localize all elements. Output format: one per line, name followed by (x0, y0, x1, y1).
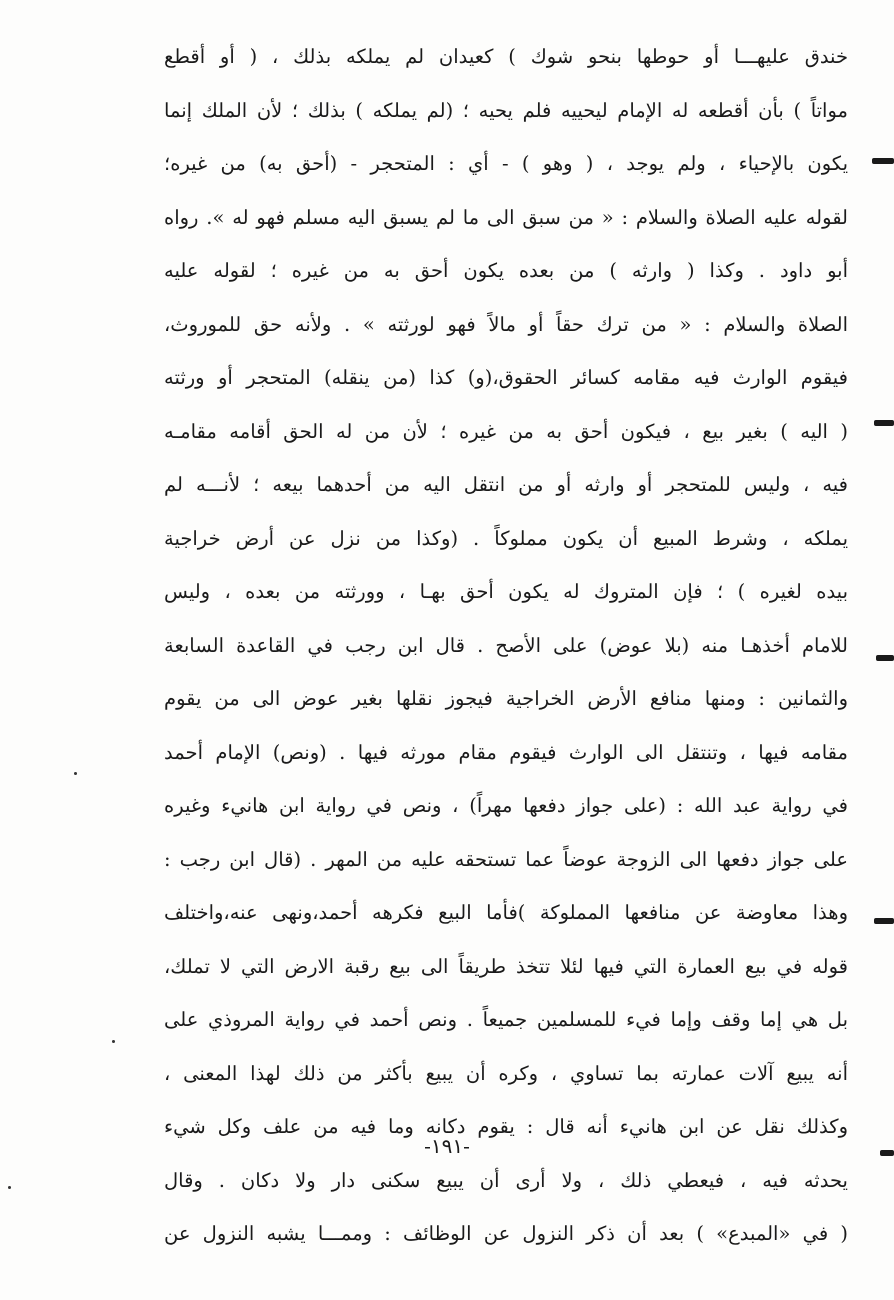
scan-edge-mark (874, 918, 894, 924)
scan-edge-mark (872, 158, 894, 164)
text-line: أنه يبيع آلات عمارته بما تساوي ، وكره أن يبيع بأكثر من ذلك لهذا المعنى ، (164, 1061, 848, 1085)
text-line: بل هي إما وقف وإما فيء للمسلمين جميعاً . ونص أحمد في رواية المروذي على (164, 1008, 848, 1031)
page-number: -١٩١- (424, 1134, 470, 1158)
scan-speck (112, 1040, 115, 1043)
text-line: للامام أخذهـا منه (بلا عوض) على الأصح . قال ابن رجب في القاعدة السابعة (164, 633, 848, 657)
text-line: يملكه ، وشرط المبيع أن يكون مملوكاً . (وكذا من نزل عن أرض خراجية (164, 526, 848, 550)
text-line: فيه ، وليس للمتحجر أو وارثه أو من انتقل اليه من أحدهما بيعه ؛ لأنـــه لم (164, 473, 848, 496)
text-line: يحدثه فيه ، فيعطي ذلك ، ولا أرى أن يبيع سكنى دار ولا دكان . وقال (164, 1168, 848, 1192)
text-line: مقامه فيها ، وتنتقل الى الوارث فيقوم مقام مورثه فيها . (ونص) الإمام أحمد (164, 740, 848, 764)
text-line: بيده لغيره ) ؛ فإن المتروك له يكون أحق بهـا ، وورثته من بعده ، وليس (164, 580, 848, 603)
page-body-text (164, 30, 848, 1261)
scan-edge-mark (874, 420, 894, 426)
text-line: وهذا معاوضة عن منافعها المملوكة )فأما البيع فكرهه أحمد،ونهى عنه،واختلف (164, 901, 848, 924)
text-line: مواتاً ) بأن أقطعه له الإمام ليحييه فلم يحيه ؛ (لم يملكه ) بذلك ؛ لأن الملك إنما (164, 98, 848, 122)
text-line: وكذلك نقل عن ابن هانيء أنه قال : يقوم دكانه وما فيه من علف وكل شيء (164, 1115, 848, 1138)
text-line: فيقوم الوارث فيه مقامه كسائر الحقوق،(و) كذا (من ينقله) المتحجر أو ورثته (164, 366, 848, 389)
text-line: ( في «المبدع» ) بعد أن ذكر النزول عن الوظائف : وممـــا يشبه النزول عن (164, 1222, 848, 1245)
text-line: في رواية عبد الله : (على جواز دفعها مهراً) ، ونص في رواية ابن هانيء وغيره (164, 794, 848, 817)
text-line: أبو داود . وكذا ( وارثه ) من بعده يكون أحق به من غيره ؛ لقوله عليه (164, 259, 848, 282)
text-line: على جواز دفعها الى الزوجة عوضاً عما تستحقه عليه من المهر . (قال ابن رجب : (164, 847, 848, 871)
scan-speck (74, 772, 77, 775)
text-line: الصلاة والسلام : « من ترك حقاً أو مالاً فهو لورثته » . ولأنه حق للموروث، (164, 312, 848, 336)
scan-speck (8, 1186, 11, 1189)
text-line: يكون بالإحياء ، ولم يوجد ، ( وهو ) - أي : المتحجر - (أحق به) من غيره؛ (164, 152, 848, 175)
scan-edge-mark (876, 655, 894, 661)
text-line: ( اليه ) بغير بيع ، فيكون أحق به من غيره ؛ لأن من له الحق أقامه مقامـه (164, 419, 848, 443)
text-line: لقوله عليه الصلاة والسلام : « من سبق الى ما لم يسبق اليه مسلم فهو له ». رواه (164, 205, 848, 229)
scan-edge-mark (880, 1150, 894, 1156)
text-line: والثمانين : ومنها منافع الأرض الخراجية فيجوز نقلها بغير عوض الى من يقوم (164, 687, 848, 710)
text-line: قوله في بيع العمارة التي فيها لئلا تتخذ طريقاً الى بيع رقبة الارض التي لا تملك، (164, 954, 848, 978)
text-line: خندق عليهـــا أو حوطها بنحو شوك ) كعيدان لم يملكه بذلك ، ( أو أقطع (164, 45, 848, 68)
